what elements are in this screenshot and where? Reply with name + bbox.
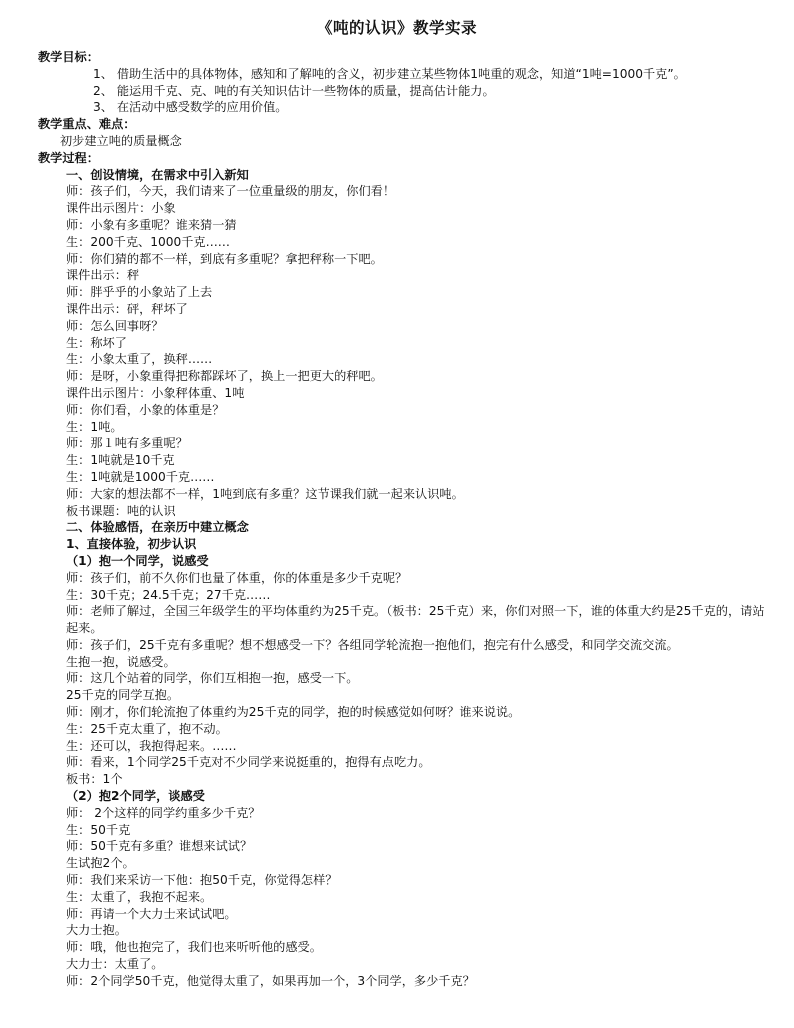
text-line: 生：1吨就是1000千克…… [66,469,215,484]
section-heading: 一、创设情境，在需求中引入新知 [66,167,249,182]
text-line: 生：称坏了 [66,335,127,350]
section-heading: 1、直接体验，初步认识 [66,537,197,552]
text-line: 生：还可以，我抱得起来。…… [66,738,237,753]
text-line: 师：那１吨有多重呢？ [66,436,188,451]
text-line: 师：孩子们，25千克有多重呢？想不想感受一下？各组同学轮流抱一抱他们，抱完有什么感受，和同学交流交流。 [66,637,679,652]
section-heading: （1）抱一个同学，说感受 [66,553,209,568]
text-line: 师：老师了解过，全国三年级学生的平均体重约为25千克。（板书：25千克）来，你们对照一下，谁的体重大约是25千克的，请站起来。 [66,604,765,636]
text-line: 师：你们猜的都不一样，到底有多重呢？拿把秤称一下吧。 [66,251,383,266]
text-line: 师： 2个这样的同学约重多少千克？ [66,805,261,820]
section-heading: 教学重点、难点： [38,117,136,132]
text-line: 师：2个同学50千克，他觉得太重了，如果再加一个，3个同学，多少千克？ [66,973,475,988]
text-line: 师：大家的想法都不一样，1吨到底有多重？这节课我们就一起来认识吨。 [66,486,464,501]
section-heading: 二、体验感悟，在亲历中建立概念 [66,520,249,535]
text-line: 师：50千克有多重？谁想来试试？ [66,839,253,854]
section-heading: 教学目标： [38,50,99,64]
text-line: 大力士：太重了。 [66,957,164,972]
text-line: 生：太重了，我抱不起来。 [66,889,213,904]
text-line: 1、 借助生活中的具体物体，感知和了解吨的含义，初步建立某些物体1吨重的观念，知道“1吨=1000千克”。 [93,66,686,81]
text-line: 3、 在活动中感受数学的应用价值。 [93,100,288,115]
text-line: 生试抱2个。 [66,856,135,871]
text-line: 板书课题：吨的认识 [66,503,176,518]
text-line: 师：刚才，你们轮流抱了体重约为25千克的同学，抱的时候感觉如何呀？谁来说说。 [66,705,521,720]
text-line: 生：1吨就是10千克 [66,453,175,468]
text-line: 师：胖乎乎的小象站了上去 [66,285,213,300]
text-line: 师：你们看，小象的体重是？ [66,402,225,417]
text-line: 师：哦，他也抱完了，我们也来听听他的感受。 [66,940,322,955]
document-title: 《吨的认识》教学实录 [316,19,477,37]
text-line: 生：小象太重了，换秤…… [66,352,213,367]
text-line: 师：这几个站着的同学，你们互相抱一抱，感受一下。 [66,671,359,686]
document-body [38,49,768,990]
text-line: 师：怎么回事呀？ [66,318,164,333]
text-line: 师：再请一个大力士来试试吧。 [66,906,237,921]
text-line: 25千克的同学互抱。 [66,688,180,703]
text-line: 生抱一抱，说感受。 [66,654,176,669]
text-line: 生：200千克、1000千克…… [66,234,230,249]
text-line: 师：是呀，小象重得把称都踩坏了，换上一把更大的秤吧。 [66,369,383,384]
text-line: 大力士抱。 [66,923,127,938]
section-heading: （2）抱2个同学，谈感受 [66,789,205,804]
text-line: 板书：1个 [66,772,123,787]
text-line: 师：看来，1个同学25千克对不少同学来说挺重的，抱得有点吃力。 [66,755,431,770]
text-line: 课件出示：秤 [66,268,140,283]
text-line: 师：小象有多重呢？谁来猜一猜 [66,217,237,232]
text-line: 课件出示图片：小象秤体重、1吨 [66,385,245,400]
text-line: 生：50千克 [66,822,131,837]
text-line: 师：我们来采访一下他：抱50千克，你觉得怎样？ [66,873,338,888]
text-line: 2、 能运用千克、克、吨的有关知识估计一些物体的质量，提高估计能力。 [93,83,495,98]
text-line: 师：孩子们，今天，我们请来了一位重量级的朋友，你们看！ [66,184,396,199]
text-line: 初步建立吨的质量概念 [60,133,182,148]
text-line: 课件出示图片：小象 [66,201,176,216]
text-line: 师：孩子们，前不久你们也量了体重，你的体重是多少千克呢？ [66,570,408,585]
text-line: 生：1吨。 [66,419,123,434]
text-line: 生：25千克太重了，抱不动。 [66,721,228,736]
section-heading: 教学过程： [38,150,99,165]
text-line: 生：30千克；24.5千克；27千克…… [66,587,271,602]
text-line: 课件出示：砰，秤坏了 [66,301,188,316]
